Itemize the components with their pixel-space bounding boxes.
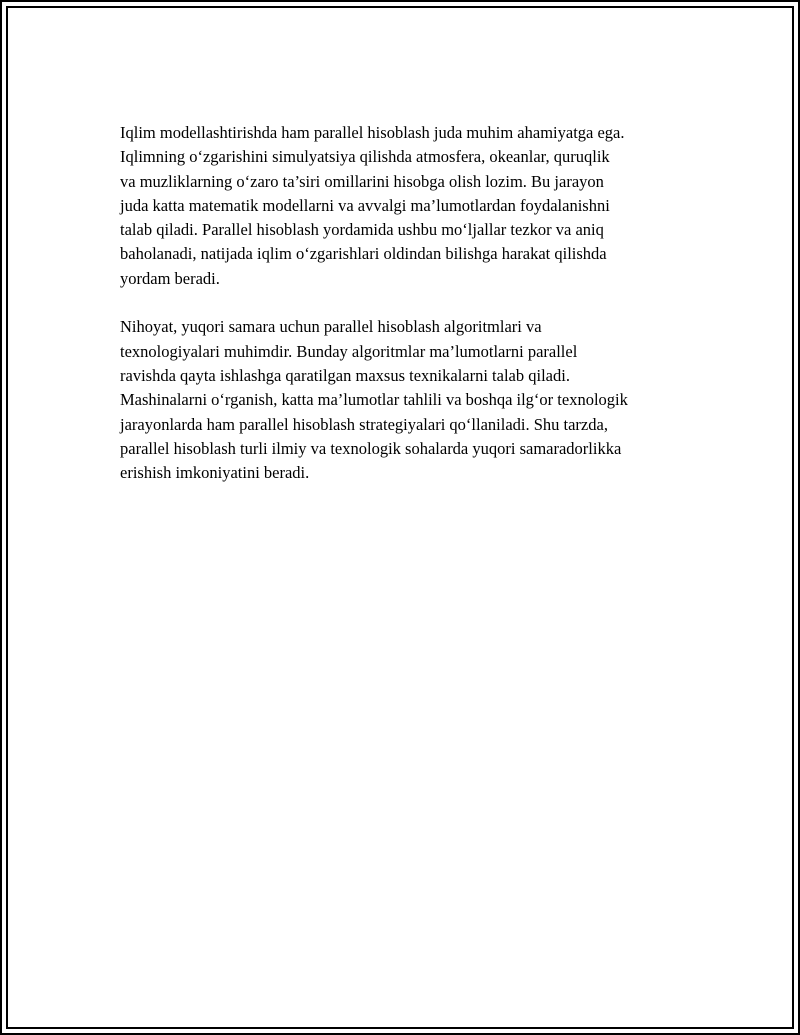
text-line: texnologiyalari muhimdir. Bunday algoritmlar ma’lumotlarni parallel <box>120 341 578 361</box>
text-line: juda katta matematik modellarni va avvalgi ma’lumotlardan foydalanishni <box>120 195 610 215</box>
text-line: talab qiladi. Parallel hisoblash yordamida ushbu mo‘ljallar tezkor va aniq <box>120 220 604 240</box>
text-line: va muzliklarning o‘zaro ta’siri omillarini hisobga olish lozim. Bu jarayon <box>120 171 604 191</box>
text-line: Iqlimning o‘zgarishini simulyatsiya qilishda atmosfera, okeanlar, quruqlik <box>120 147 610 167</box>
document-body <box>120 121 692 510</box>
text-line: parallel hisoblash turli ilmiy va texnologik sohalarda yuqori samaradorlikka <box>120 438 622 458</box>
text-line: Mashinalarni o‘rganish, katta ma’lumotlar tahlili va boshqa ilg‘or texnologik <box>120 390 628 410</box>
text-line: baholanadi, natijada iqlim o‘zgarishlari oldindan bilishga harakat qilishda <box>120 244 607 264</box>
paragraph-climate-modeling <box>120 121 692 291</box>
text-line: erishish imkoniyatini beradi. <box>120 463 310 483</box>
text-line: ravishda qayta ishlashga qaratilgan maxsus texnikalarni talab qiladi. <box>120 365 570 385</box>
text-line: Nihoyat, yuqori samara uchun parallel hisoblash algoritmlari va <box>120 317 542 337</box>
text-line: Iqlim modellashtirishda ham parallel hisoblash juda muhim ahamiyatga ega. <box>120 123 625 142</box>
paragraph-conclusion <box>120 315 692 485</box>
text-line: jarayonlarda ham parallel hisoblash strategiyalari qo‘llaniladi. Shu tarzda, <box>120 414 608 434</box>
text-line: yordam beradi. <box>120 268 220 288</box>
